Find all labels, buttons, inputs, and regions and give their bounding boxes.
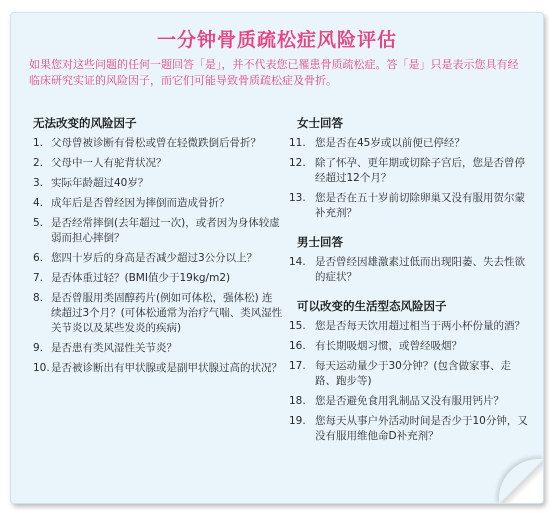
question-number: 7. (33, 272, 44, 284)
question-text: 是否曾服用类固醇药片(例如可体松，强体松) 连续超过3个月？(可体松通常为治疗气喘、类风湿性关节炎以及某些发炎的疾病) (51, 292, 283, 334)
question-text: 父母中一人有驼背状况？ (51, 157, 167, 169)
question-text: 您四十岁后的身高是否减少超过3公分以上？ (51, 252, 258, 264)
question-item (289, 136, 529, 151)
question-number: 8. (33, 292, 44, 304)
question-item (33, 196, 283, 211)
question-item (33, 291, 283, 336)
page-title: 一分钟骨质疏松症风险评估 (156, 29, 397, 51)
question-item (289, 255, 529, 285)
question-number: 3. (33, 177, 44, 189)
list-lifestyle (289, 319, 529, 444)
question-number: 1. (33, 137, 44, 149)
question-number: 16. (289, 340, 306, 352)
question-number: 14. (289, 256, 306, 268)
question-item (289, 319, 529, 334)
left-column (33, 111, 283, 381)
question-text: 成年后是否曾经因为摔倒而造成骨折？ (51, 197, 230, 209)
question-text: 是否患有类风湿性关节炎？ (51, 342, 177, 354)
question-item (33, 271, 283, 286)
question-text: 实际年龄超过40岁？ (51, 177, 149, 189)
question-number: 12. (289, 157, 306, 169)
question-text: 父母曾被诊断有骨松或曾在轻微跌倒后骨折？ (51, 137, 261, 149)
question-number: 11. (289, 137, 306, 149)
question-text: 您每天从事户外活动时间是否少于10分钟，又没有服用维他命D补充剂？ (315, 415, 528, 442)
question-text: 除了怀孕、更年期或切除子宫后，您是否曾停经超过12个月？ (315, 157, 525, 184)
question-number: 9. (33, 342, 44, 354)
right-column (289, 111, 529, 449)
question-text: 您是否在五十岁前切除卵巢又没有服用贺尔蒙补充剂？ (315, 192, 525, 219)
question-number: 2. (33, 157, 44, 169)
question-item (289, 394, 529, 409)
question-number: 6. (33, 252, 44, 264)
question-item (33, 176, 283, 191)
list-women (289, 136, 529, 221)
question-number: 19. (289, 415, 306, 427)
question-text: 有长期吸烟习惯，或曾经吸烟？ (315, 340, 462, 352)
question-item (33, 341, 283, 356)
question-number: 17. (289, 360, 306, 372)
question-text: 您是否在45岁或以前便已停经？ (315, 137, 465, 149)
question-number: 15. (289, 320, 306, 332)
section-heading-lifestyle: 可以改变的生活型态风险因子 (297, 299, 447, 313)
section-heading-fixed: 无法改变的风险因子 (33, 116, 137, 130)
question-item (289, 359, 529, 389)
question-item (289, 339, 529, 354)
question-number: 10. (33, 362, 50, 374)
question-number: 5. (33, 217, 44, 229)
question-item (33, 251, 283, 266)
section-heading-men: 男士回答 (297, 235, 343, 249)
question-text: 是否曾经因雄激素过低而出现阳萎、失去性欲的症状？ (315, 256, 525, 283)
question-text: 您是否避免食用乳制品又没有服用钙片？ (315, 395, 504, 407)
question-item (33, 136, 283, 151)
list-fixed (33, 136, 283, 376)
question-item (33, 216, 283, 246)
question-item (289, 414, 529, 444)
question-number: 13. (289, 192, 306, 204)
question-text: 是否体重过轻？(BMI值少于19kg/m2) (51, 272, 231, 284)
question-item (289, 191, 529, 221)
question-text: 您是否每天饮用超过相当于两小杯份量的酒？ (315, 320, 525, 332)
risk-assessment-card (10, 12, 544, 504)
question-number: 4. (33, 197, 44, 209)
page-curl-decoration (499, 459, 544, 504)
question-text: 是否经常摔倒(去年超过一次)，或者因为身体较虚弱而担心摔倒？ (51, 217, 280, 244)
question-item (33, 156, 283, 171)
section-heading-women: 女士回答 (297, 116, 343, 130)
question-number: 18. (289, 395, 306, 407)
question-text: 是否被诊断出有甲状腺或是副甲状腺过高的状况？ (51, 362, 282, 374)
question-item (33, 361, 283, 376)
list-men (289, 255, 529, 285)
question-item (289, 156, 529, 186)
question-text: 每天运动量少于30分钟？(包含做家事、走路、跑步等) (315, 360, 511, 387)
intro-text: 如果您对这些问题的任何一题回答「是」，并不代表您已罹患骨质疏松症。答「是」只是表示您具有经临床研究实证的风险因子，而它们可能导致骨质疏松症及骨折。 (29, 58, 519, 87)
